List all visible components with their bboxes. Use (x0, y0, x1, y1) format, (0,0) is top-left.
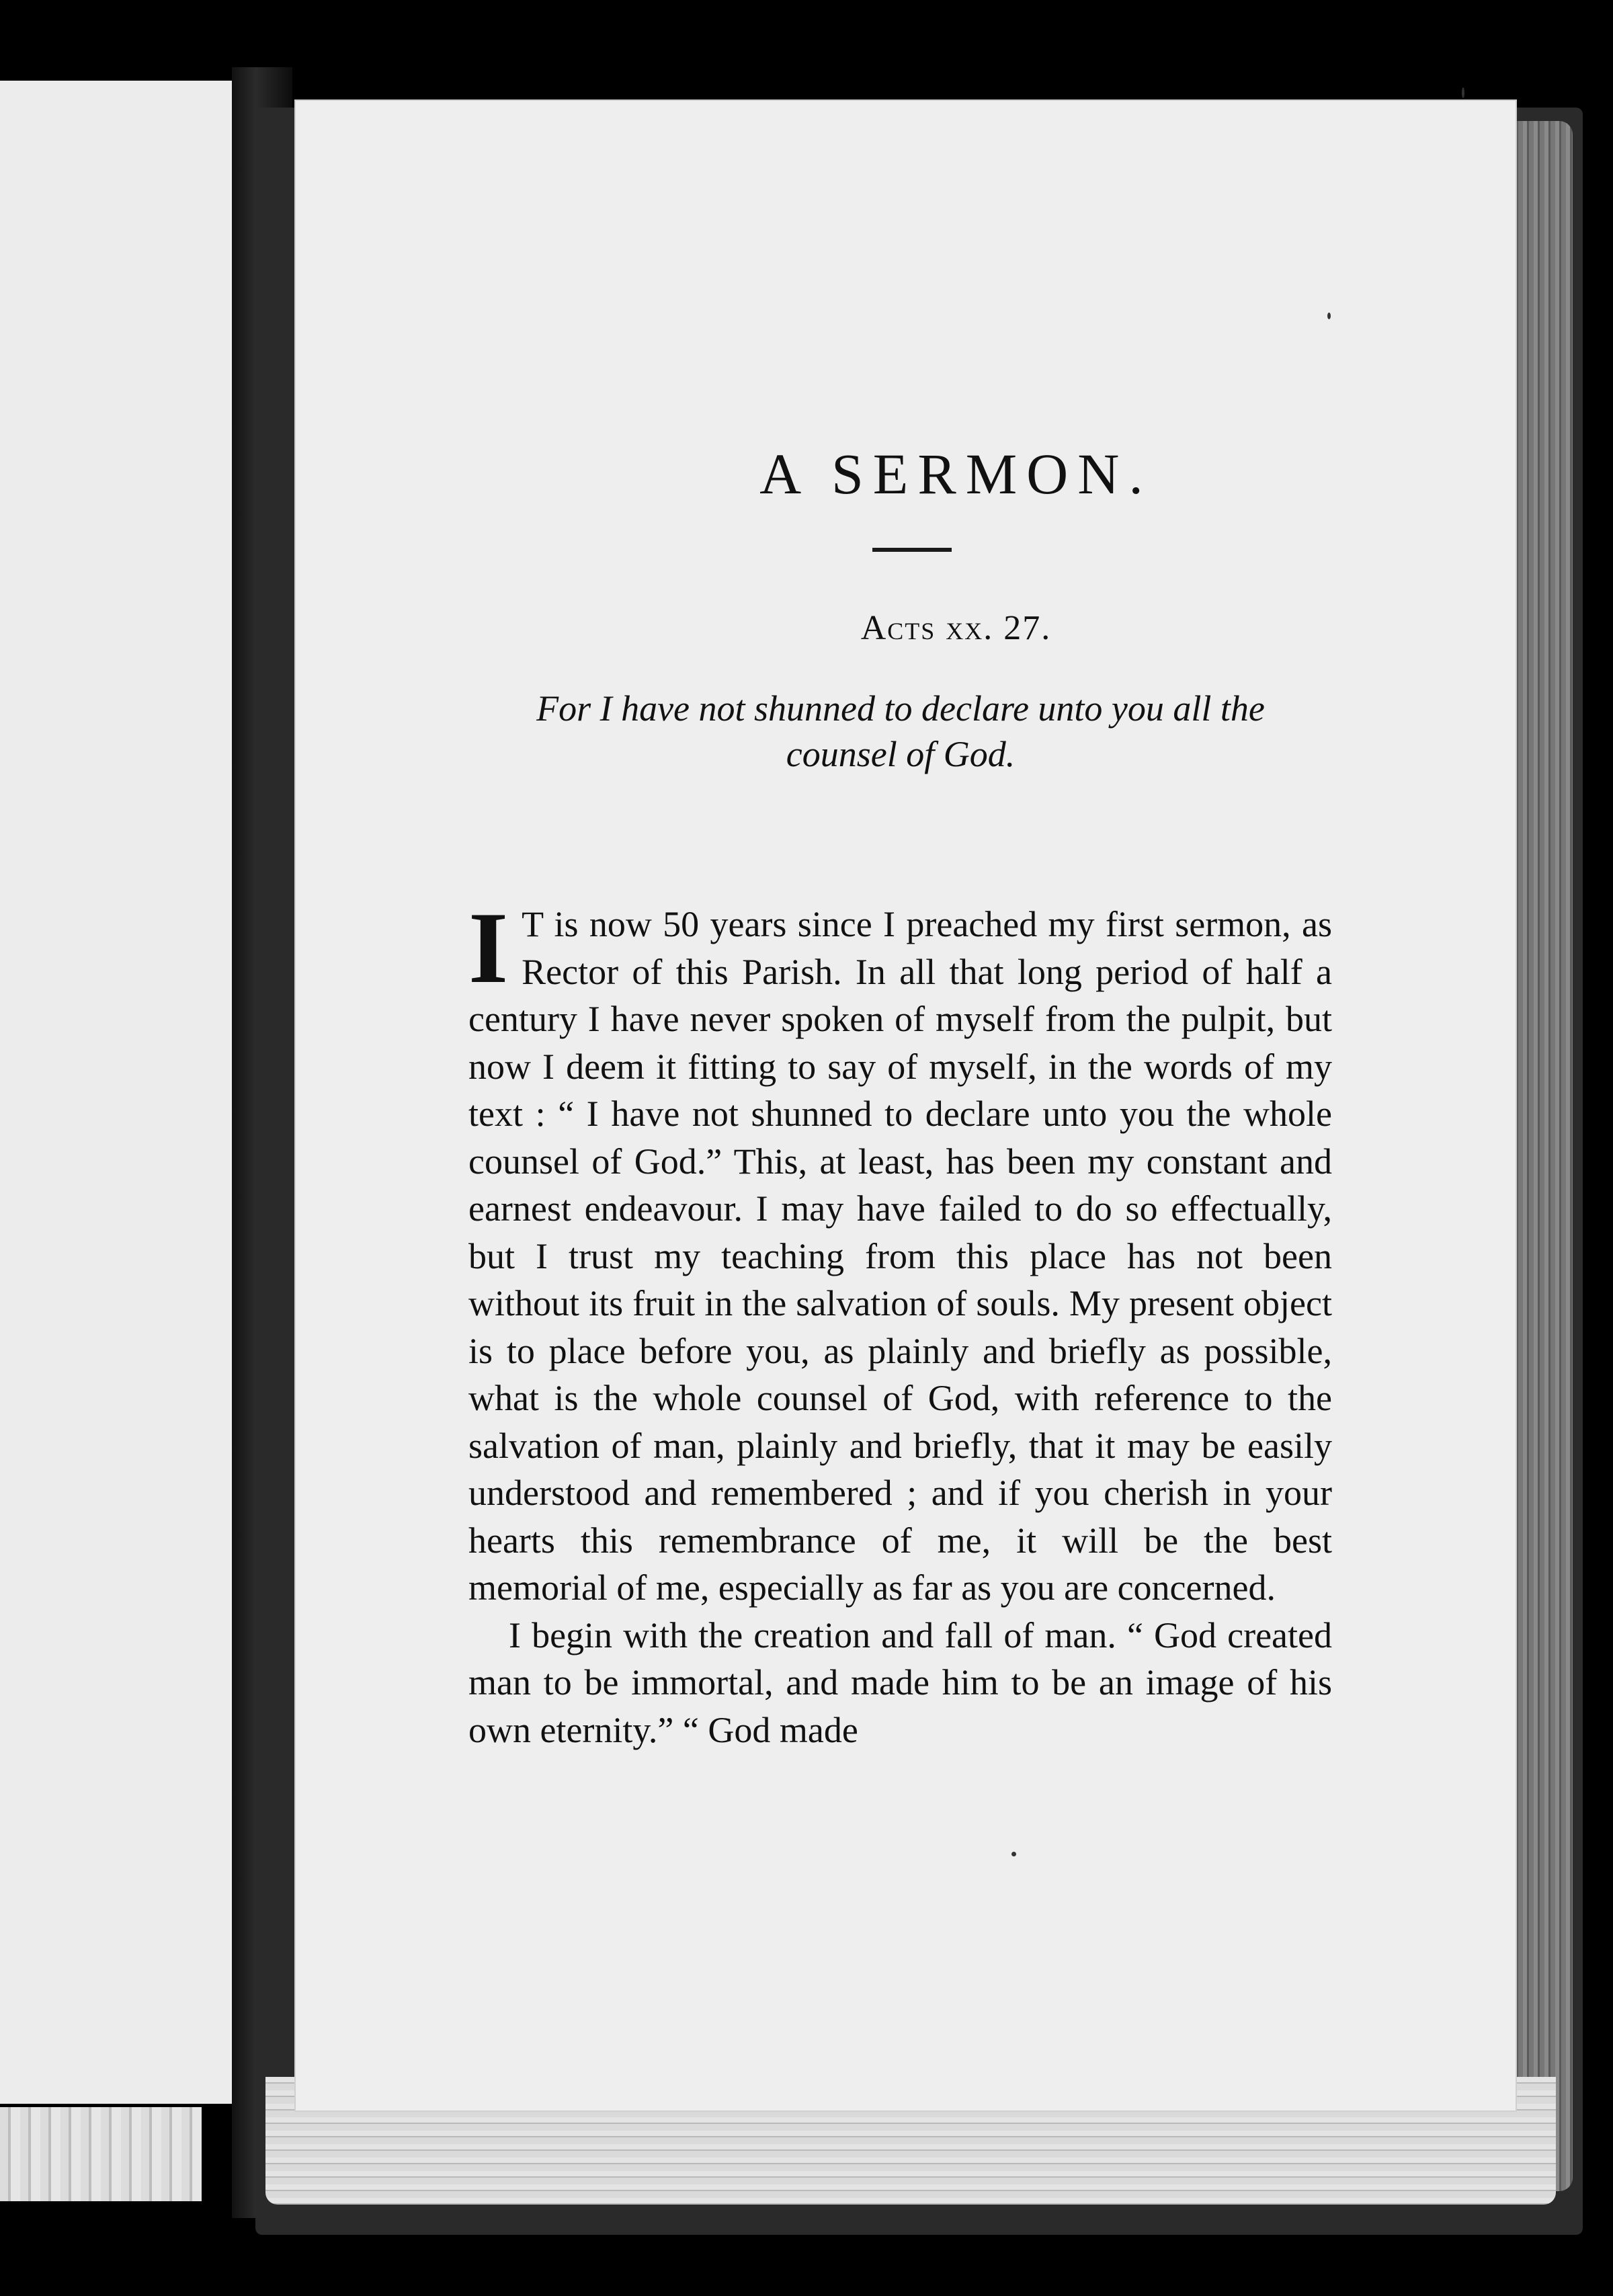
left-page-edges (0, 2107, 202, 2201)
title-rule (872, 548, 952, 552)
scripture-reference: Acts xx. 27. (860, 609, 1052, 647)
print-speck (1462, 87, 1464, 98)
sermon-body (468, 891, 1332, 1754)
page-title: A SERMON. (759, 442, 1153, 506)
sermon-page (296, 101, 1516, 2110)
right-page-edges (1512, 121, 1573, 2191)
epigraph-verse: For I have not shunned to declare unto you all the counsel of God. (536, 688, 1265, 774)
drop-cap: I (468, 891, 509, 1004)
print-speck (1327, 313, 1331, 319)
paragraph-1 (468, 891, 1332, 1612)
left-facing-page (0, 81, 234, 2104)
print-speck (1011, 1852, 1016, 1856)
paragraph-2: I begin with the creation and fall of man. “ God created man to be immortal, and made him to be an image of his own eternity.” “ God made (468, 1614, 1332, 1750)
paragraph-1-text: T is now 50 years since I preached my first sermon, as Rector of this Parish. In all that long period of half a century I have never spoken of myself from the pulpit, but now I deem it fitting to say of myself, in the words of my text : “ I have not shunned to declare unto you the whole counsel of God.” This, at least, has been my constant and earnest endeavour. I may have failed to do so effectually, but I trust my teaching from this place has not been without its fruit in the salvation of souls. My present object is to place before you, as plainly and briefly as possible, what is the whole counsel of God, with reference to the salvation of man, plainly and briefly, that it may be easily understood and remembered ; and if you cherish in your hearts this remembrance of me, it will be the best memorial of me, especially as far as you are concerned. (468, 904, 1332, 1608)
